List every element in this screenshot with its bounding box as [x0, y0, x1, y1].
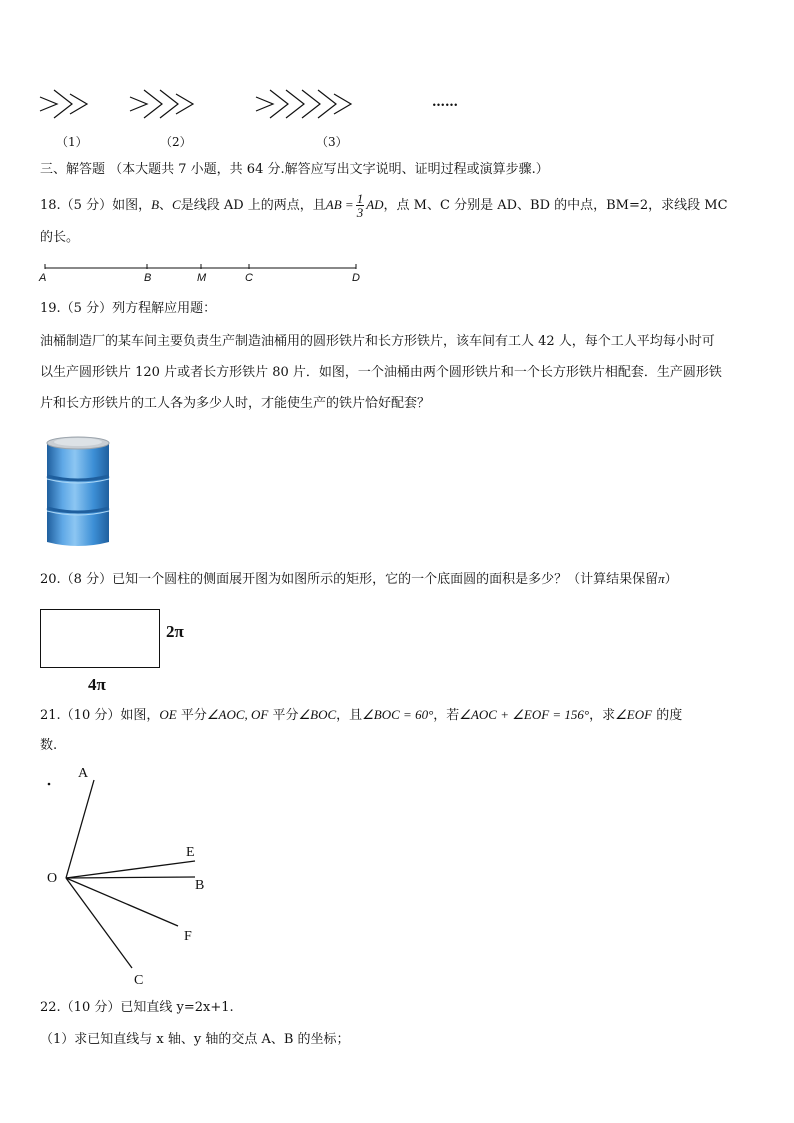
rectangle-figure	[40, 609, 160, 668]
angle-figure	[40, 770, 220, 1000]
seg-label-c: C	[245, 272, 253, 284]
seg-label-d: D	[352, 272, 360, 284]
rect-bottom-label: 4π	[88, 675, 106, 694]
q22-sub1: （1）求已知直线与 x 轴、y 轴的交点 A、B 的坐标；	[40, 1032, 350, 1047]
angle-label-a: A	[78, 766, 89, 781]
question-19: 19.（5 分）列方程解应用题：	[40, 301, 217, 316]
angle-label-o: O	[47, 871, 58, 886]
seg-label-b: B	[144, 272, 152, 284]
angle-label-f: F	[184, 929, 192, 944]
angle-label-c: C	[134, 973, 144, 988]
pattern-1	[40, 90, 87, 118]
pattern-label-3: （3）	[316, 135, 348, 149]
q18-num: 18.（5 分）如图，	[40, 198, 152, 213]
rect-side-label: 2π	[166, 622, 184, 641]
q19-line2: 以生产圆形铁片 120 片或者长方形铁片 80 片．如图，一个油桶由两个圆形铁片和一个长方形铁片相配套．生产圆形铁	[40, 365, 722, 380]
question-21: 21.（10 分）如图，OE 平分∠AOC, OF 平分∠BOC，且∠BOC = 60°，若∠AOC + ∠EOF = 156°，求∠EOF 的度	[40, 707, 683, 723]
seg-label-a: A	[39, 272, 47, 284]
pattern-label-1: （1）	[56, 135, 88, 149]
question-18: 18.（5 分）如图，B、C是线段 AD 上的两点，且AB = $\frac{1}{3}$ AD，点 M、C 分别是 AD、BD 的中点，BM=2，求线段 MC	[40, 191, 728, 220]
pattern-figures	[30, 82, 470, 132]
pattern-2	[130, 90, 193, 118]
angle-label-b: B	[195, 878, 205, 893]
pattern-label-2: （2）	[160, 135, 192, 149]
fraction-one-third: $\frac{1}{3}$	[356, 191, 364, 220]
q21-line2: 数.	[40, 738, 58, 753]
question-20: 20.（8 分）已知一个圆柱的侧面展开图为如图所示的矩形，它的一个底面圆的面积是多少？（计算结果保留π）	[40, 571, 678, 587]
q19-line1: 油桶制造厂的某车间主要负责生产制造油桶用的圆形铁片和长方形铁片，该车间有工人 42 人，每个工人平均每小时可	[40, 334, 715, 349]
oil-barrel-image	[42, 432, 114, 552]
q18-line2: 的长。	[40, 230, 80, 245]
angle-label-e: E	[186, 845, 195, 860]
question-22: 22.（10 分）已知直线 y=2x+1.	[40, 1000, 234, 1015]
pattern-ellipsis: ……	[432, 95, 458, 110]
section-heading: 三、解答题 （本大题共 7 小题，共 64 分.解答应写出文字说明、证明过程或演算步骤.）	[40, 162, 549, 177]
pattern-3	[256, 90, 351, 118]
seg-label-m: M	[197, 272, 207, 284]
q19-line3: 片和长方形铁片的工人各为多少人时，才能使生产的铁片恰好配套？	[40, 396, 431, 411]
